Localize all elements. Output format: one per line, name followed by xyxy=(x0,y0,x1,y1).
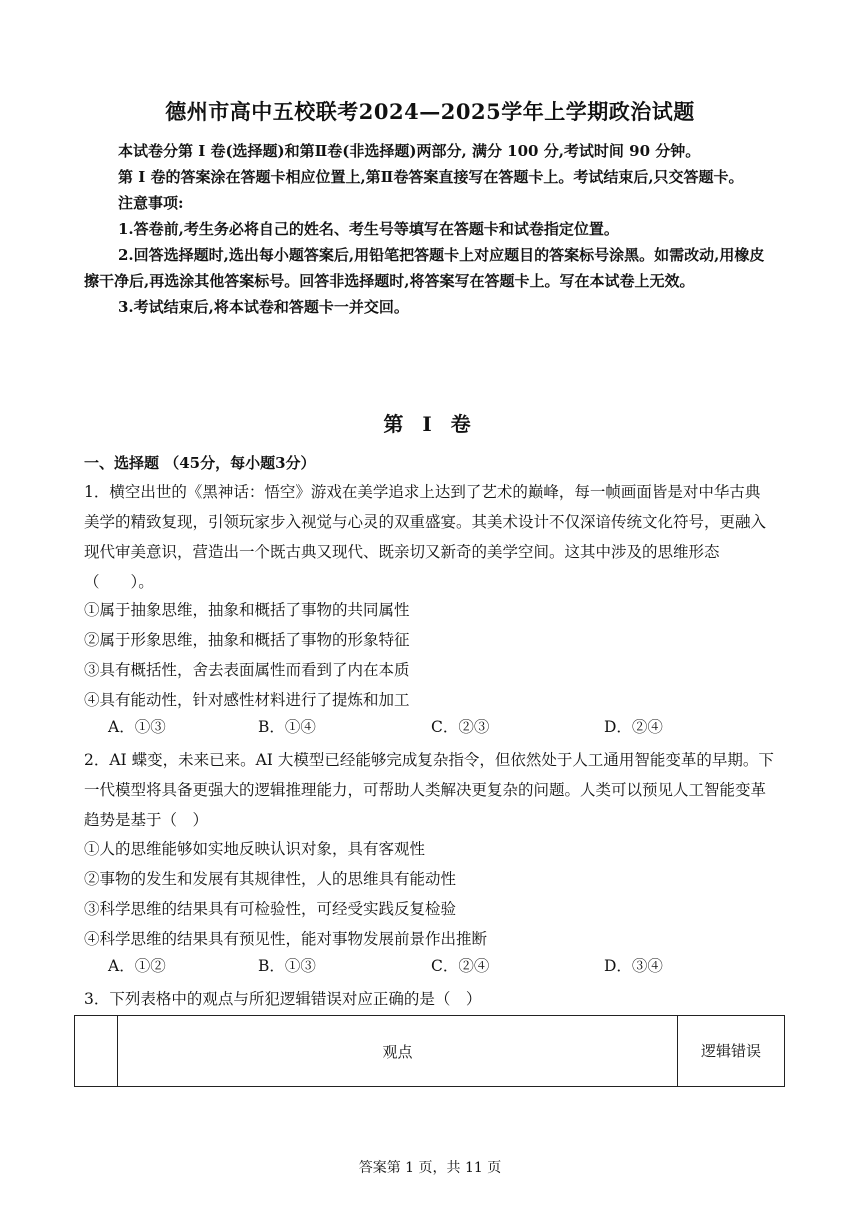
intro-line-answer-sheet: 第 Ⅰ 卷的答案涂在答题卡相应位置上,第Ⅱ卷答案直接写在答题卡上。考试结束后,只交答题卡。 xyxy=(118,168,744,186)
question-1-choices xyxy=(108,715,708,745)
question-2-stem: 2．AI 蝶变，未来已来。AI 大模型已经能够完成复杂指令，但依然处于人工通用智能变革的早期。下一代模型将具备更强大的逻辑推理能力，可帮助人类解决更复杂的问题。人类可以预见人工智能变革趋势是基于（ ） xyxy=(84,751,774,829)
question-2-option-4: ④科学思维的结果具有预见性，能对事物发展前景作出推断 xyxy=(84,930,488,948)
question-1-option-4: ④具有能动性，针对感性材料进行了提炼和加工 xyxy=(84,691,410,709)
intro-line-scoring: 本试卷分第 Ⅰ 卷(选择题)和第Ⅱ卷(非选择题)两部分, 满分 100 分,考试时间 90 分钟。 xyxy=(118,142,701,160)
question-1-option-3: ③具有概括性，舍去表面属性而看到了内在本质 xyxy=(84,661,410,679)
question-1-choice-a: A．①③ xyxy=(108,718,166,736)
note-1: 1.答卷前,考生务必将自己的姓名、考生号等填写在答题卡和试卷指定位置。 xyxy=(118,220,619,238)
question-2-choice-d: D．③④ xyxy=(604,957,663,975)
table-index-cell xyxy=(75,1016,118,1087)
section-title: 第 Ⅰ 卷 xyxy=(383,412,477,436)
question-1-choice-c: C．②③ xyxy=(431,718,490,736)
table-header-view: 观点 xyxy=(118,1016,678,1087)
question-2-choices xyxy=(108,954,708,984)
question-2-option-3: ③科学思维的结果具有可检验性，可经受实践反复检验 xyxy=(84,900,457,918)
table-header-error: 逻辑错误 xyxy=(678,1016,785,1087)
question-1-choice-d: D．②④ xyxy=(604,718,663,736)
part-heading: 一、选择题 （45分，每小题3分） xyxy=(84,454,316,472)
question-2-choice-b: B．①③ xyxy=(258,957,316,975)
question-1-option-1: ①属于抽象思维，抽象和概括了事物的共同属性 xyxy=(84,601,410,619)
question-1-stem: 1．横空出世的《黑神话：悟空》游戏在美学追求上达到了艺术的巅峰，每一帧画面皆是对中华古典美学的精致复现，引领玩家步入视觉与心灵的双重盛宴。其美术设计不仅深谙传统文化符号，更融入现代审美意识，营造出一个既古典又现代、既亲切又新奇的美学空间。这其中涉及的思维形态（ ）。 xyxy=(84,483,767,591)
question-2-option-2: ②事物的发生和发展有其规律性，人的思维具有能动性 xyxy=(84,870,457,888)
note-3: 3.考试结束后,将本试卷和答题卡一并交回。 xyxy=(118,298,409,316)
question-3-stem: 3．下列表格中的观点与所犯逻辑错误对应正确的是（ ） xyxy=(84,990,482,1008)
question-3-table xyxy=(74,1015,785,1087)
page-footer: 答案第 1 页，共 11 页 xyxy=(358,1160,502,1176)
exam-title: 德州市高中五校联考2024—2025学年上学期政治试题 xyxy=(165,99,695,124)
question-1-choice-b: B．①④ xyxy=(258,718,316,736)
notes-heading: 注意事项: xyxy=(118,194,184,212)
question-2-choice-a: A．①② xyxy=(108,957,166,975)
question-2-option-1: ①人的思维能够如实地反映认识对象，具有客观性 xyxy=(84,840,426,858)
table-header-row xyxy=(75,1016,785,1087)
question-2-choice-c: C．②④ xyxy=(431,957,490,975)
intro-paragraph xyxy=(84,138,776,320)
question-1-option-2: ②属于形象思维，抽象和概括了事物的形象特征 xyxy=(84,631,410,649)
note-2: 2.回答选择题时,选出每小题答案后,用铅笔把答题卡上对应题目的答案标号涂黑。如需改动,用橡皮擦干净后,再选涂其他答案标号。回答非选择题时,将答案写在答题卡上。写在本试卷上无效。 xyxy=(84,246,765,290)
